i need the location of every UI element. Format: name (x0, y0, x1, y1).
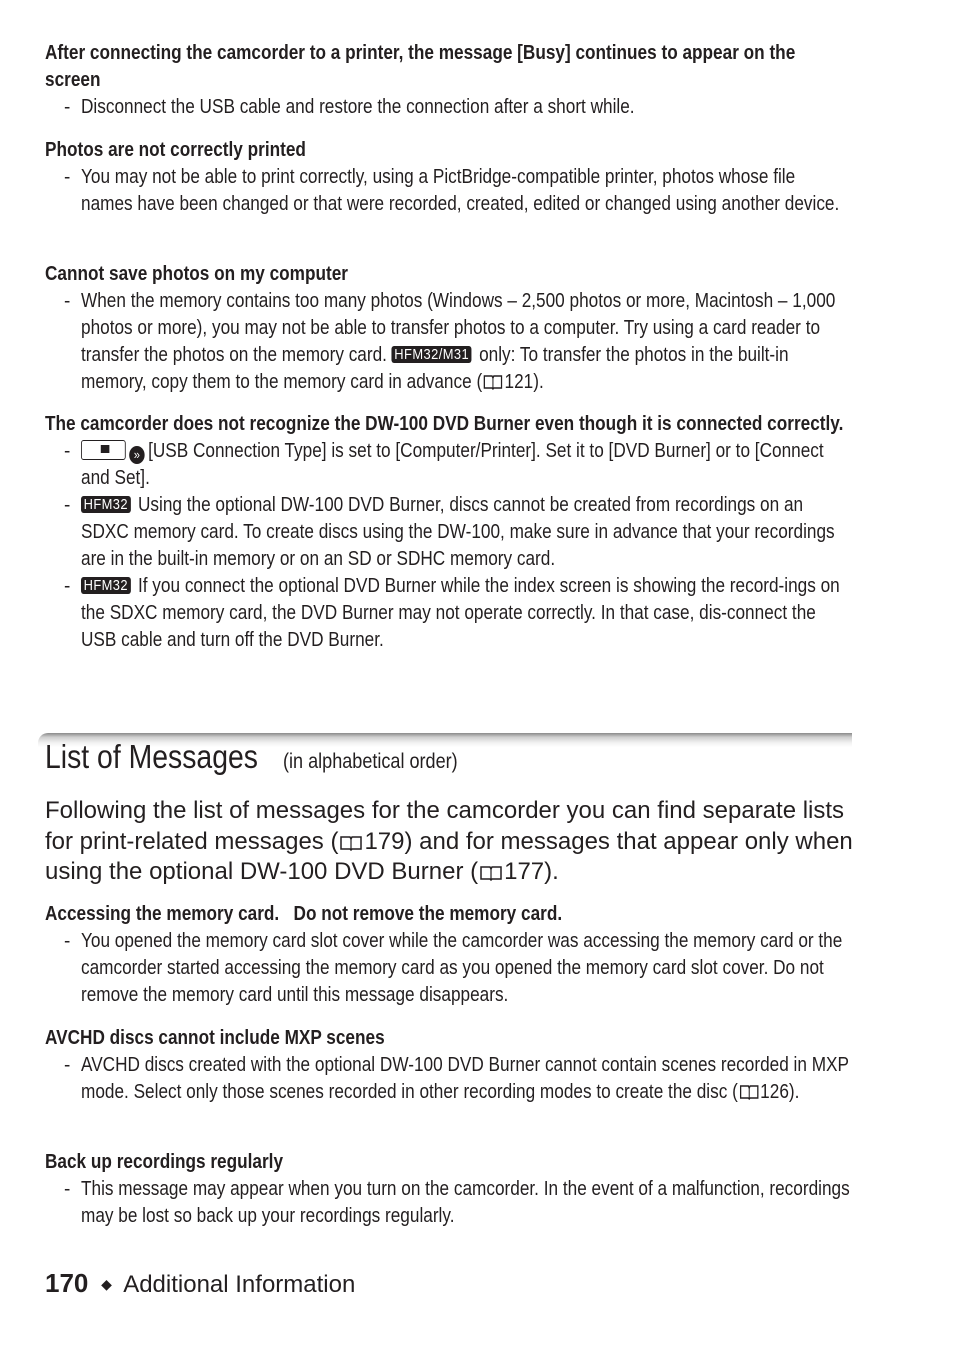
book-icon (480, 865, 502, 881)
message-avchd-mxp (45, 1025, 853, 1106)
message-accessing-card (45, 901, 853, 1009)
section-heading: Photos are not correctly printed (45, 139, 306, 161)
troubleshoot-dvd-burner (45, 411, 853, 654)
list-item: - You may not be able to print correctly, using a PictBridge-compatible printer, photos whose file names have been changed or that were recorded, created, edited or changed using another device. (64, 166, 840, 215)
message-heading: Accessing the memory card. Do not remove the memory card. (45, 903, 563, 925)
troubleshoot-busy (45, 40, 853, 121)
list-item: - Disconnect the USB cable and restore the connection after a short while. (64, 96, 635, 118)
list-item: - When the memory contains too many photos (Windows – 2,500 photos or more, Macintosh – 1,000 photos or more), you may not be able to transfer photos to a computer. Try using a card reader to transfer the photos on the memory card. HFM32/M31 only: To transfer the photos in the built-in memory, copy them to the memory card in advance ( 121). (64, 290, 836, 393)
list-item: - HFM32 Using the optional DW-100 DVD Burner, discs cannot be created from recordings on an SDXC memory card. To create discs using the DW-100, make sure in advance that your recordings are in the built-in memory or on an SD or SDHC memory card. (64, 494, 835, 570)
book-icon (340, 835, 362, 851)
book-icon (484, 374, 503, 390)
list-title: List of Messages (45, 738, 258, 775)
list-item: - » [USB Connection Type] is set to [Computer/Printer]. Set it to [DVD Burner] or to [Connect and Set]. (64, 440, 824, 489)
page-footer (45, 1268, 355, 1299)
model-badge: HFM32 (81, 577, 131, 594)
camera-menu-icon (81, 440, 126, 460)
list-item: - AVCHD discs created with the optional DW-100 DVD Burner cannot contain scenes recorded in MXP mode. Select only those scenes recorded in other recording modes to create the disc ( 126). (64, 1054, 849, 1103)
book-icon (740, 1084, 759, 1100)
page-number: 170 (45, 1268, 89, 1298)
list-item: - This message may appear when you turn on the camcorder. In the event of a malfunction, recordings may be lost so back up your recordings regularly. (64, 1178, 850, 1227)
section-heading: After connecting the camcorder to a printer, the message [Busy] continues to appear on the screen (45, 42, 796, 91)
page-title (45, 738, 945, 776)
diamond-icon: ◆ (101, 1276, 112, 1292)
troubleshoot-save-photos (45, 261, 853, 396)
message-heading: AVCHD discs cannot include MXP scenes (45, 1027, 385, 1049)
model-badge: HFM32/M31 (392, 346, 472, 363)
intro-paragraph: Following the list of messages for the camcorder you can find separate lists for print-related messages ( 179) and for messages that appear only when using the optional DW-100 DVD Burner ( 177). (45, 797, 853, 885)
message-backup (45, 1149, 853, 1230)
section-heading: Cannot save photos on my computer (45, 263, 348, 285)
list-item: - HFM32 If you connect the optional DVD Burner while the index screen is showing the record-ings on the SDXC memory card, the DVD Burner may not operate correctly. In that case, dis-connect the USB cable and turn off the DVD Burner. (64, 575, 840, 651)
model-badge: HFM32 (81, 496, 131, 513)
list-subtitle: (in alphabetical order) (283, 750, 458, 773)
section-heading: The camcorder does not recognize the DW-100 DVD Burner even though it is connected correctly. (45, 413, 844, 435)
troubleshoot-printing (45, 137, 853, 218)
message-heading: Back up recordings regularly (45, 1151, 284, 1173)
footer-section: Additional Information (123, 1271, 356, 1298)
chevron-right-icon: » (129, 446, 144, 464)
list-item: - You opened the memory card slot cover while the camcorder was accessing the memory card or the camcorder started accessing the memory card as you opened the memory card slot cover. Do not remove the memory card until this message disappears. (64, 930, 843, 1006)
